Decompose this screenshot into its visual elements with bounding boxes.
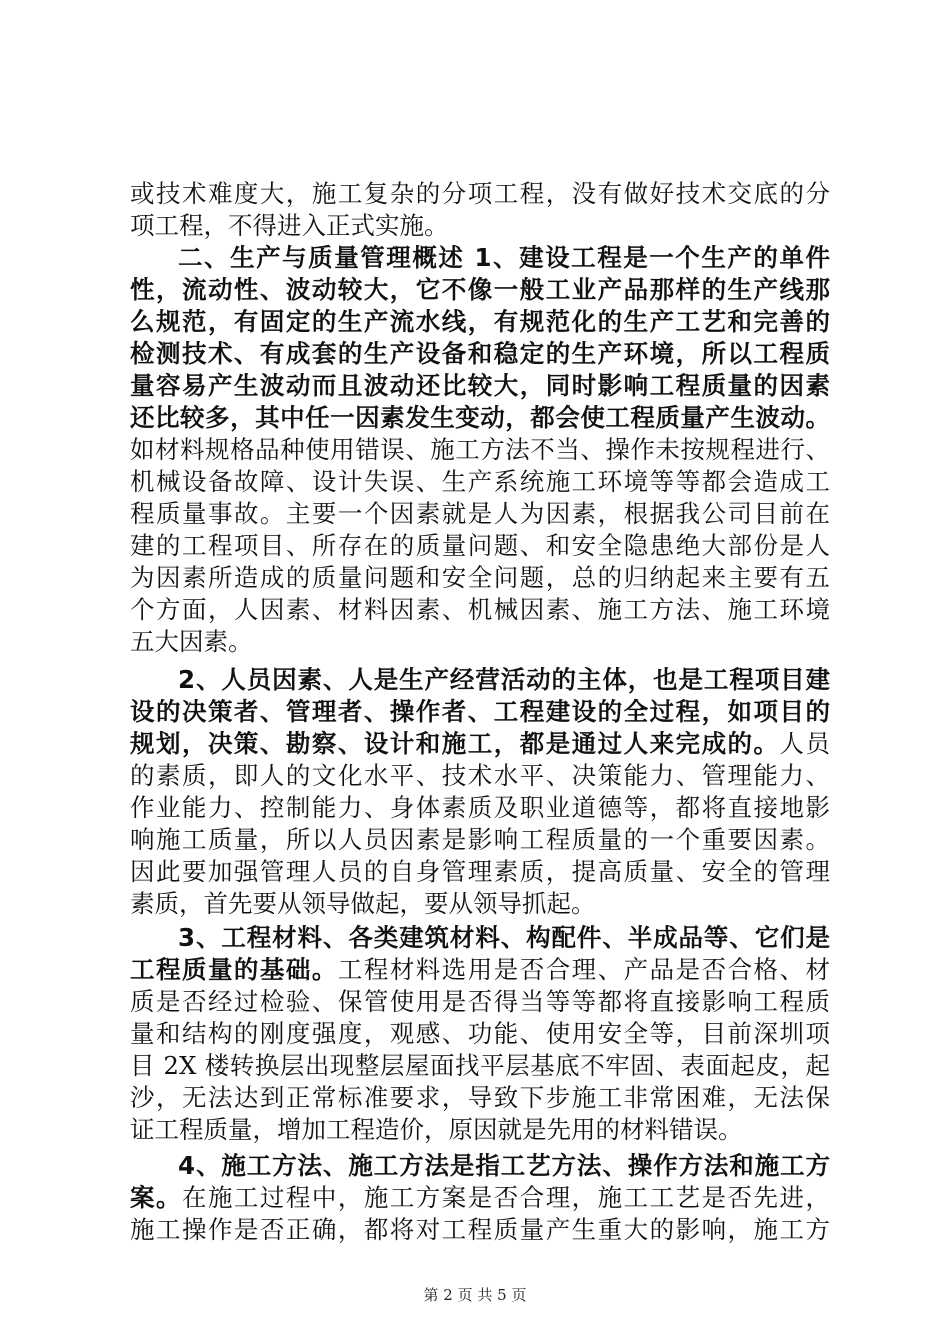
text-line: 建的工程项目、所存在的质量问题、和安全隐患绝大部份是人 bbox=[130, 531, 830, 560]
text-line: 机械设备故障、设计失误、生产系统施工环境等等都会造成工 bbox=[130, 467, 830, 496]
text-line: 量容易产生波动而且波动还比较大，同时影响工程质量的因素 bbox=[130, 371, 830, 400]
text-line: 为因素所造成的质量问题和安全问题，总的归纳起来主要有五 bbox=[130, 563, 830, 592]
text-line: 程质量事故。主要一个因素就是人为因素，根据我公司目前在 bbox=[130, 499, 830, 528]
text-line: 的素质，即人的文化水平、技术水平、决策能力、管理能力、 bbox=[130, 761, 830, 790]
text-line: 素质，首先要从领导做起，要从领导抓起。 bbox=[130, 889, 596, 918]
text-line: 么规范，有固定的生产流水线，有规范化的生产工艺和完善的 bbox=[130, 307, 830, 336]
text-line: 性，流动性、波动较大，它不像一般工业产品那样的生产线那 bbox=[130, 275, 830, 304]
text-line: 检测技术、有成套的生产设备和稳定的生产环境，所以工程质 bbox=[130, 339, 830, 368]
text-line: 证工程质量，增加工程造价，原因就是先用的材料错误。 bbox=[130, 1115, 743, 1144]
text-line: 质是否经过检验、保管使用是否得当等等都将直接影响工程质 bbox=[130, 987, 830, 1016]
text-line bbox=[130, 1182, 830, 1214]
normal-text: 人员 bbox=[779, 729, 830, 758]
text-line: 因此要加强管理人员的自身管理素质，提高质量、安全的管理 bbox=[130, 857, 830, 886]
normal-text: 在施工过程中，施工方案是否合理，施工工艺是否先进， bbox=[181, 1183, 830, 1212]
text-line: 个方面，人因素、材料因素、机械因素、施工方法、施工环境 bbox=[130, 595, 830, 624]
text-line: 施工操作是否正确，都将对工程质量产生重大的影响，施工方 bbox=[130, 1215, 830, 1244]
text-line: 五大因素。 bbox=[130, 627, 253, 656]
normal-text: 工程材料选用是否合理、产品是否合格、材 bbox=[337, 955, 830, 984]
bold-text: 工程质量的基础。 bbox=[130, 955, 338, 984]
text-line bbox=[130, 954, 830, 986]
text-line: 响施工质量，所以人员因素是影响工程质量的一个重要因素。 bbox=[130, 825, 830, 854]
text-line bbox=[130, 728, 830, 760]
text-line: 如材料规格品种使用错误、施工方法不当、操作未按规程进行、 bbox=[130, 435, 830, 464]
text-line: 目 2X 楼转换层出现整层屋面找平层基底不牢固、表面起皮，起 bbox=[130, 1051, 830, 1080]
text-line: 作业能力、控制能力、身体素质及职业道德等，都将直接地影 bbox=[130, 793, 830, 822]
text-line: 3、工程材料、各类建筑材料、构配件、半成品等、它们是 bbox=[178, 923, 830, 952]
text-line: 还比较多，其中任一因素发生变动，都会使工程质量产生波动。 bbox=[130, 403, 830, 432]
text-line: 量和结构的刚度强度，观感、功能、使用安全等，目前深圳项 bbox=[130, 1019, 830, 1048]
text-line: 二、生产与质量管理概述 1、建设工程是一个生产的单件 bbox=[178, 243, 830, 272]
text-line: 沙，无法达到正常标准要求，导致下步施工非常困难，无法保 bbox=[130, 1083, 830, 1112]
bold-text: 案。 bbox=[130, 1183, 182, 1212]
text-line: 设的决策者、管理者、操作者、工程建设的全过程，如项目的 bbox=[130, 697, 830, 726]
bold-text: 规划，决策、勘察、设计和施工，都是通过人来完成的。 bbox=[130, 729, 780, 758]
text-line: 4、施工方法、施工方法是指工艺方法、操作方法和施工方 bbox=[178, 1151, 830, 1180]
text-line: 2、人员因素、人是生产经营活动的主体，也是工程项目建 bbox=[178, 665, 830, 694]
page-number: 第 2 页 共 5 页 bbox=[423, 1286, 527, 1304]
text-line: 项工程，不得进入正式实施。 bbox=[130, 211, 449, 240]
text-line: 或技术难度大，施工复杂的分项工程，没有做好技术交底的分 bbox=[130, 179, 830, 208]
